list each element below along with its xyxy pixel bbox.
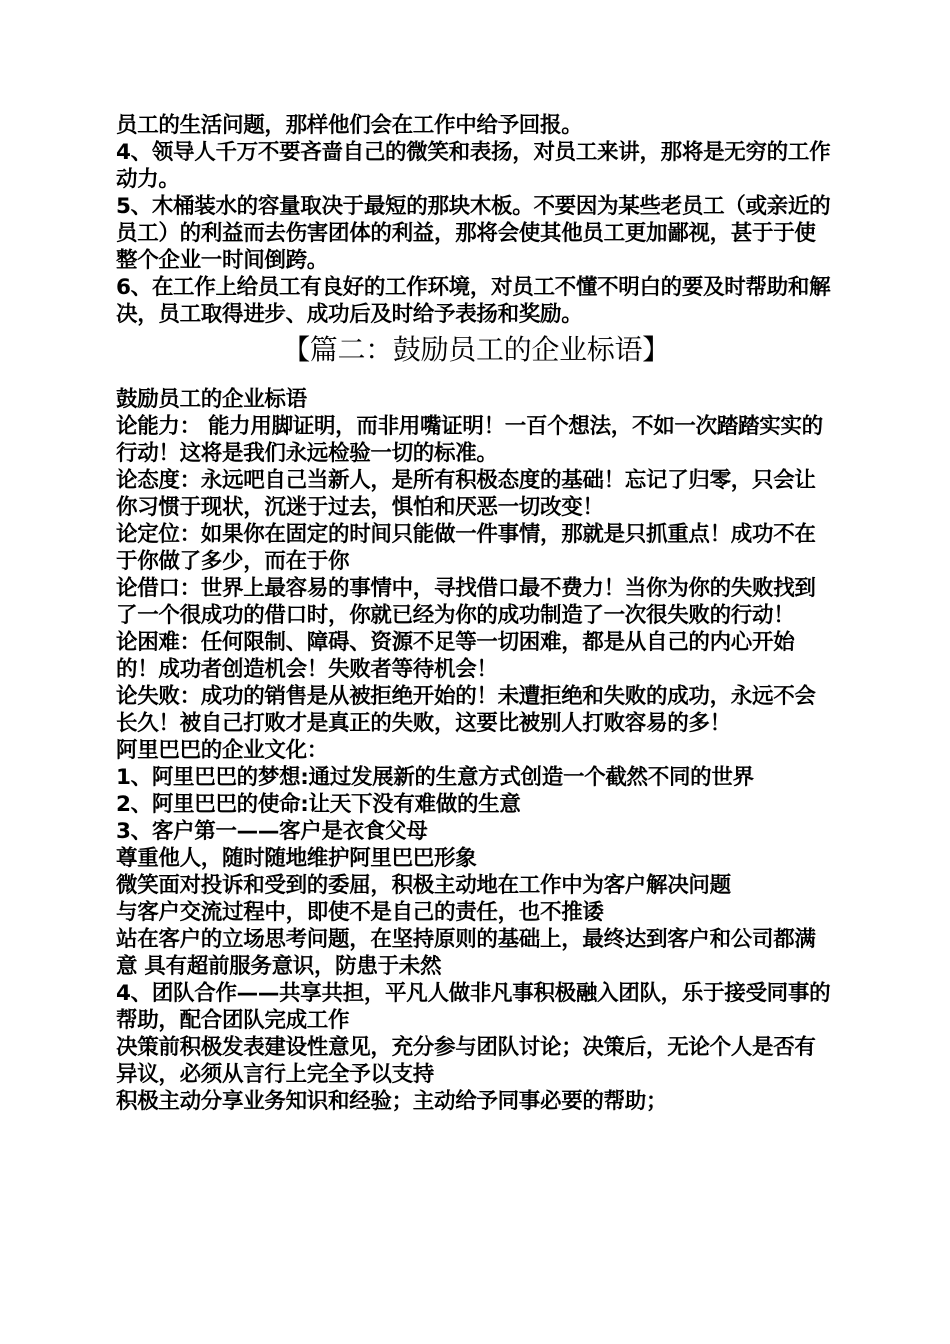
paragraph: 5、木桶装水的容量取决于最短的那块木板。不要因为某些老员工（或亲近的员工）的利益而去伤害团体的利益，那将会使其他员工更加鄙视，甚于于使整个企业一时间倒跨。: [116, 194, 831, 273]
paragraph: 4、团队合作——共享共担，平凡人做非凡事积极融入团队，乐于接受同事的帮助，配合团队完成工作: [116, 981, 831, 1033]
paragraph: 尊重他人，随时随地维护阿里巴巴形象: [116, 846, 477, 871]
document-body: [116, 112, 836, 1115]
paragraph: 决策前积极发表建设性意见，充分参与团队讨论；决策后，无论个人是否有异议，必须从言行上完全予以支持: [116, 1035, 816, 1087]
paragraph: 论困难：任何限制、障碍、资源不足等一切困难，都是从自己的内心开始的！成功者创造机会！失败者等待机会！: [116, 630, 795, 682]
section-heading: 【篇二：鼓励员工的企业标语】: [282, 333, 670, 366]
paragraph: 论态度：永远吧自己当新人，是所有积极态度的基础！忘记了归零，只会让你习惯于现状，沉迷于过去，惧怕和厌恶一切改变！: [116, 468, 816, 520]
paragraph: 1、阿里巴巴的梦想:通过发展新的生意方式创造一个截然不同的世界: [116, 765, 754, 790]
paragraph: 论借口：世界上最容易的事情中，寻找借口最不费力！当你为你的失败找到了一个很成功的借口时，你就已经为你的成功制造了一次很失败的行动！: [116, 576, 816, 628]
paragraph: 论定位：如果你在固定的时间只能做一件事情，那就是只抓重点！成功不在于你做了多少，而在于你: [116, 522, 816, 574]
paragraph: 员工的生活问题，那样他们会在工作中给予回报。: [116, 113, 583, 138]
paragraph: 鼓励员工的企业标语: [116, 387, 307, 412]
paragraph: 积极主动分享业务知识和经验；主动给予同事必要的帮助；: [116, 1089, 668, 1114]
paragraph: 4、领导人千万不要吝啬自己的微笑和表扬，对员工来讲，那将是无穷的工作动力。: [116, 140, 831, 192]
paragraph: 站在客户的立场思考问题，在坚持原则的基础上，最终达到客户和公司都满意 具有超前服务意识，防患于未然: [116, 927, 816, 979]
paragraph: 阿里巴巴的企业文化：: [116, 738, 329, 763]
paragraph: 2、阿里巴巴的使命:让天下没有难做的生意: [116, 792, 521, 817]
paragraph: 6、在工作上给员工有良好的工作环境，对员工不懂不明白的要及时帮助和解决，员工取得进步、成功后及时给予表扬和奖励。: [116, 275, 831, 327]
paragraph: 论失败：成功的销售是从被拒绝开始的！未遭拒绝和失败的成功，永远不会长久！被自己打败才是真正的失败，这要比被别人打败容易的多！: [116, 684, 816, 736]
paragraph: 3、客户第一——客户是衣食父母: [116, 819, 428, 844]
paragraph: 与客户交流过程中，即使不是自己的责任，也不推诿: [116, 900, 604, 925]
paragraph: 论能力： 能力用脚证明，而非用嘴证明！一百个想法，不如一次踏踏实实的行动！这将是我们永远检验一切的标准。: [116, 414, 823, 466]
paragraph: 微笑面对投诉和受到的委屈，积极主动地在工作中为客户解决问题: [116, 873, 731, 898]
